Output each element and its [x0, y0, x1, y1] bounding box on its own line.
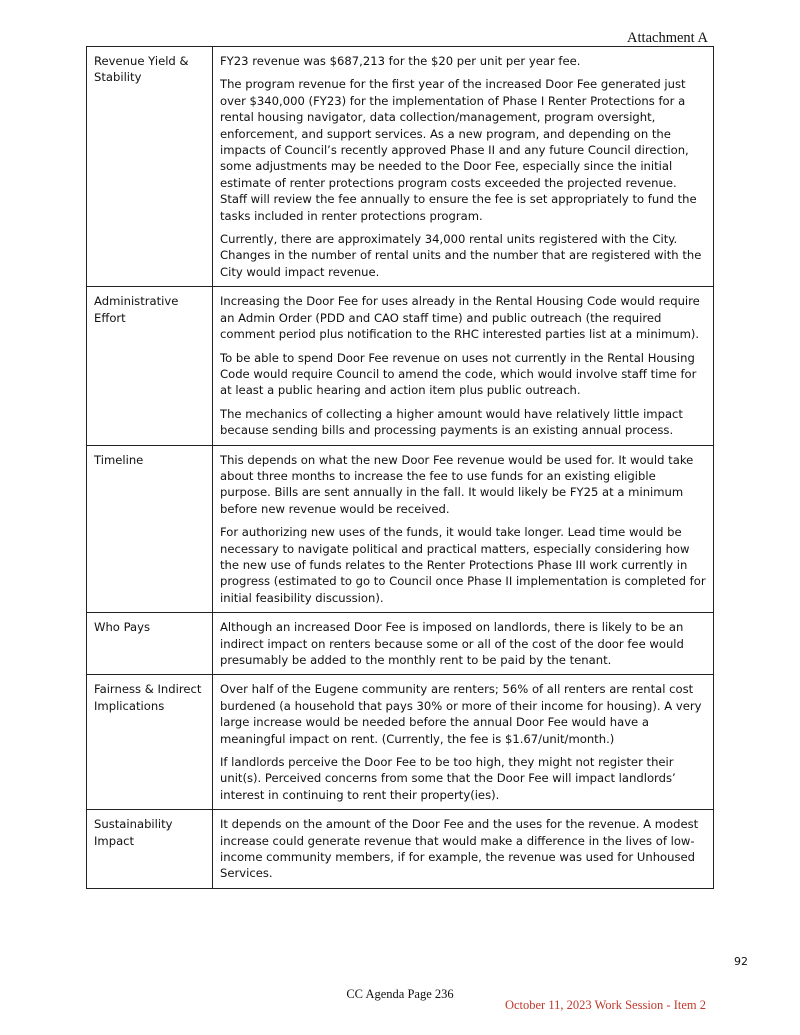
paragraph: For authorizing new uses of the funds, it would take longer. Lead time would be necessary to navigate political and practical matters, especially considering how the new use of funds relates to the Renter Protections Phase III work currently in progress (estimated to go to Council once Phase II implementation is completed for initial feasibility discussion). — [220, 525, 706, 605]
row-label: Timeline — [87, 445, 213, 613]
paragraph: Although an increased Door Fee is imposed on landlords, there is likely to be an indirect impact on renters because some or all of the cost of the door fee would presumably be added to the monthly rent to be paid by the tenant. — [220, 620, 684, 667]
row-content — [213, 613, 714, 675]
comparison-table — [86, 46, 714, 889]
paragraph: The mechanics of collecting a higher amount would have relatively little impact because sending bills and processing payments is an existing annual process. — [220, 406, 683, 438]
row-label: Fairness & Indirect Implications — [87, 675, 213, 810]
table-row — [87, 613, 714, 675]
row-content — [213, 810, 714, 889]
paragraph: This depends on what the new Door Fee revenue would be used for. It would take about three months to increase the fee to use funds for an existing eligible purpose. Bills are sent annually in the fall. It would likely be FY25 at a minimum before new revenue would be received. — [220, 452, 694, 516]
row-label: Revenue Yield & Stability — [87, 47, 213, 287]
work-session-label: October 11, 2023 Work Session - Item 2 — [504, 998, 706, 1012]
row-label: Administrative Effort — [87, 287, 213, 445]
row-content — [213, 47, 714, 287]
table-row — [87, 287, 714, 445]
row-label: Sustainability Impact — [87, 810, 213, 889]
paragraph: Currently, there are approximately 34,000 rental units registered with the City. Changes in the number of rental units and the number that are registered with the City would impact revenue. — [220, 232, 702, 279]
table-row — [87, 675, 714, 810]
table-row — [87, 810, 714, 889]
row-content — [213, 675, 714, 810]
table-row — [87, 47, 714, 287]
paragraph: To be able to spend Door Fee revenue on uses not currently in the Rental Housing Code would require Council to amend the code, which would involve staff time for at least a public hearing and action item plus public outreach. — [220, 350, 697, 398]
paragraph: The program revenue for the first year of the increased Door Fee generated just over $340,000 (FY23) for the implementation of Phase I Renter Protections for a rental housing navigator, data collection/management, program oversight, enforcement, and support services. As a new program, and depending on the impacts of Council’s recently approved Phase II and any future Council direction, some adjustments may be needed to the Door Fee, especially since the initial estimate of renter protections program costs exceeded the projected revenue. Staff will review the fee annually to ensure the fee is set appropriately to fund the tasks included in renter protections program. — [220, 77, 697, 223]
paragraph: Increasing the Door Fee for uses already in the Rental Housing Code would require an Admin Order (PDD and CAO staff time) and public outreach (the required comment period plus notification to the RHC interested parties list at a minimum). — [220, 294, 700, 342]
paragraph: It depends on the amount of the Door Fee and the uses for the revenue. A modest increase could generate revenue that would make a difference in the lives of low-income community members, if for example, the revenue was used for Unhoused Services. — [220, 817, 699, 881]
row-content — [213, 445, 714, 613]
attachment-label: Attachment A — [627, 30, 708, 46]
paragraph: If landlords perceive the Door Fee to be too high, they might not register their unit(s). Perceived concerns from some that the Door Fee will impact landlords’ interest in continuing to rent their property(ies). — [220, 755, 676, 802]
agenda-page-label: CC Agenda Page 236 — [346, 987, 454, 1001]
paragraph: Over half of the Eugene community are renters; 56% of all renters are rental cost burdened (a household that pays 30% or more of their income for housing). A very large increase would be needed before the annual Door Fee would have a meaningful impact on rent. (Currently, the fee is $1.67/unit/month.) — [220, 682, 702, 746]
page-number: 92 — [734, 955, 748, 968]
row-label: Who Pays — [87, 613, 213, 675]
paragraph: FY23 revenue was $687,213 for the $20 per unit per year fee. — [220, 54, 581, 68]
table-row — [87, 445, 714, 613]
row-content — [213, 287, 714, 445]
